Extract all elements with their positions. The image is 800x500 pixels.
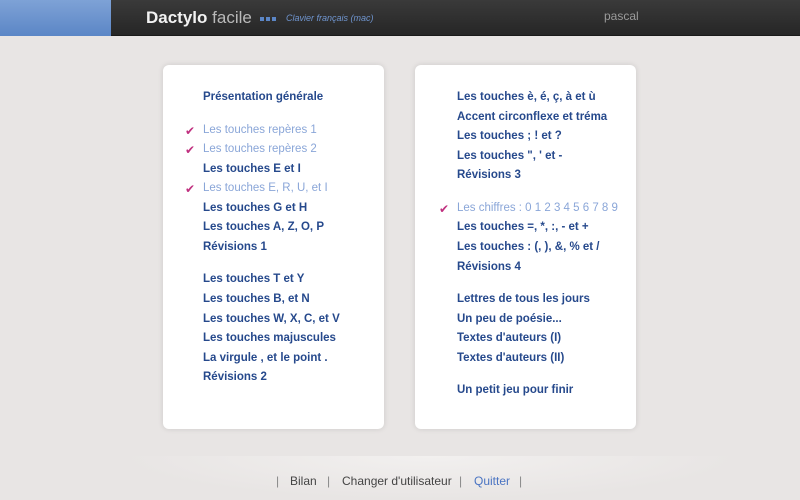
lesson-item[interactable]: Lettres de tous les jours: [457, 293, 590, 305]
lesson-item[interactable]: Les touches G et H: [203, 202, 308, 214]
lessons-card-left: [163, 65, 384, 429]
quit-link[interactable]: Quitter: [474, 474, 511, 488]
lesson-item[interactable]: Les touches W, X, C, et V: [203, 313, 340, 325]
lesson-item[interactable]: La virgule , et le point .: [203, 352, 328, 364]
app-title: [146, 8, 252, 28]
footer-separator: |: [459, 474, 463, 488]
lesson-item[interactable]: Les touches : (, ), &, % et /: [457, 241, 600, 253]
footer-separator: |: [519, 474, 523, 488]
lesson-item[interactable]: Révisions 3: [457, 169, 521, 181]
lesson-item[interactable]: Les touches ; ! et ?: [457, 130, 562, 142]
footer-separator: |: [276, 474, 280, 488]
lesson-item[interactable]: Les touches ", ' et -: [457, 150, 563, 162]
lesson-item[interactable]: Les touches E et I: [203, 163, 301, 175]
lessons-card-right: [415, 65, 636, 429]
lesson-item[interactable]: Les touches A, Z, O, P: [203, 221, 324, 233]
app-header: [0, 0, 800, 36]
lesson-item[interactable]: Révisions 1: [203, 241, 267, 253]
change-user-link[interactable]: Changer d'utilisateur: [342, 474, 452, 488]
bilan-link[interactable]: Bilan: [290, 474, 317, 488]
lesson-item[interactable]: Les touches repères 2: [203, 143, 317, 155]
footer-nav: [0, 474, 800, 490]
dots-icon: [260, 17, 276, 21]
lesson-item[interactable]: Un petit jeu pour finir: [457, 384, 574, 396]
lesson-item[interactable]: Les touches =, *, :, - et +: [457, 221, 589, 233]
app-title-bold: Dactylo: [146, 8, 208, 27]
lesson-item[interactable]: Un peu de poésie...: [457, 313, 562, 325]
check-icon: ✔: [185, 182, 196, 196]
lesson-item[interactable]: Présentation générale: [203, 91, 324, 103]
lesson-item[interactable]: Textes d'auteurs (II): [457, 352, 565, 364]
lesson-item[interactable]: Les touches E, R, U, et I: [203, 182, 328, 194]
lesson-item[interactable]: Les touches B, et N: [203, 293, 310, 305]
lesson-item[interactable]: Accent circonflexe et tréma: [457, 111, 608, 123]
lesson-item[interactable]: Les touches majuscules: [203, 332, 336, 344]
app-title-light: facile: [212, 8, 252, 27]
header-accent-block: [0, 0, 111, 36]
footer-separator: |: [327, 474, 331, 488]
lesson-item[interactable]: Les touches T et Y: [203, 273, 305, 285]
lesson-item[interactable]: Révisions 2: [203, 371, 267, 383]
lesson-item[interactable]: Révisions 4: [457, 261, 521, 273]
lesson-item[interactable]: Les chiffres : 0 1 2 3 4 5 6 7 8 9: [457, 202, 618, 214]
lesson-item[interactable]: Les touches è, é, ç, à et ù: [457, 91, 596, 103]
keyboard-layout-label: Clavier français (mac): [286, 13, 374, 23]
current-user: pascal: [604, 9, 639, 23]
check-icon: ✔: [185, 124, 196, 138]
lesson-item[interactable]: Les touches repères 1: [203, 124, 317, 136]
check-icon: ✔: [185, 143, 196, 157]
lesson-item[interactable]: Textes d'auteurs (I): [457, 332, 562, 344]
check-icon: ✔: [439, 202, 450, 216]
